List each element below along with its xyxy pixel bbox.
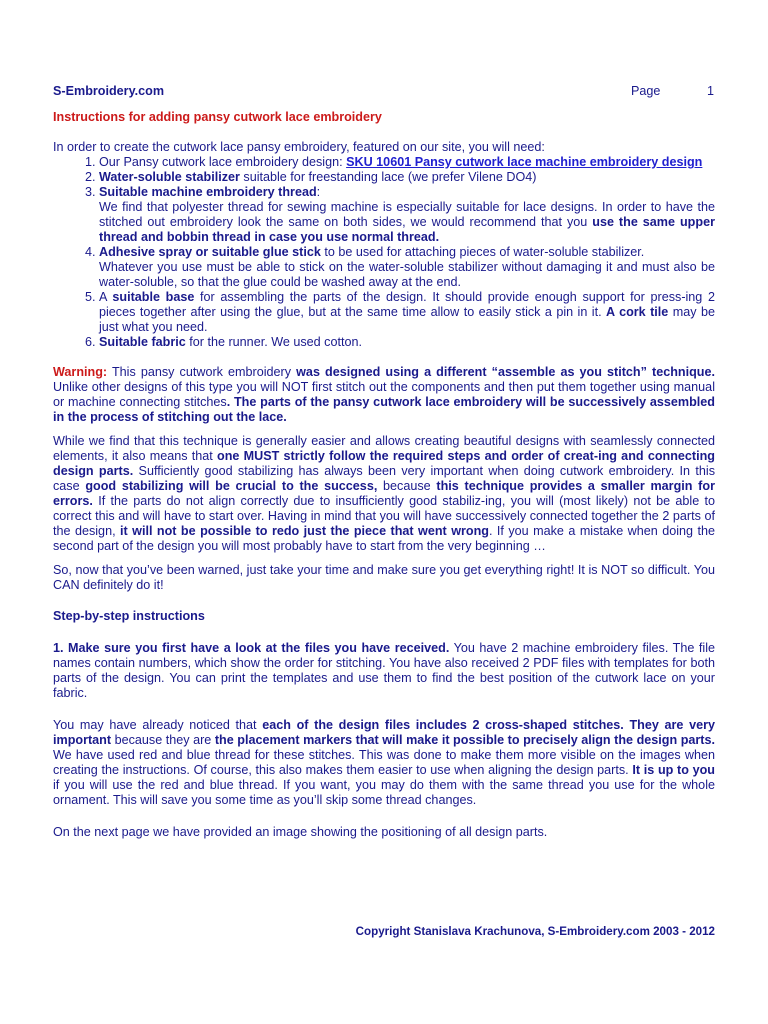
item-bold: Suitable machine embroidery thread <box>99 185 317 199</box>
product-link[interactable]: SKU 10601 Pansy cutwork lace machine embroidery design <box>346 155 703 169</box>
text: if you will use the red and blue thread. If you want, you may do them with the same thread you use for the whole ornament. This will save you some time as you’ll skip some thread changes. <box>53 778 715 807</box>
technique-paragraph <box>53 434 715 554</box>
item-bold: suitable base <box>112 290 195 304</box>
text: While we find that this technique is generally easier and allows creating beautiful designs with seamlessly connected elements, it also means that <box>53 434 715 463</box>
page-header <box>53 84 715 100</box>
text: If the parts do not align correctly due to insufficiently good stabiliz-ing, you will (most likely) not be able to correct this and will have to start over. Having in mind that you will have successively connected together the 2 parts of the design, <box>53 494 715 538</box>
intro-text: In order to create the cutwork lace pansy embroidery, featured on our site, you will need: <box>53 140 545 154</box>
steps-heading <box>53 609 715 624</box>
list-item <box>99 335 715 350</box>
item-bold: use the same upper thread and bobbin thread in case you use normal thread. <box>99 215 715 244</box>
bold-text: . The parts of the pansy cutwork lace embroidery will be successively assembled in the process of stitching out the lace. <box>53 395 715 424</box>
step-1-paragraph <box>53 641 715 701</box>
text: . If you make a mistake when doing the second part of the design you will most probably have to start from the very beginning … <box>53 524 715 553</box>
item-bold: A cork tile <box>606 305 669 319</box>
item-text: A <box>99 290 113 304</box>
text: You have 2 machine embroidery files. The file names contain numbers, which show the order for stitching. You have also received 2 PDF files with templates for both parts of the design. You can print the templates and use them to find the best position of the cutwork lace on your fabric. <box>53 641 715 700</box>
item-text: for the runner. We used cotton. <box>185 335 362 349</box>
text: because <box>377 479 437 493</box>
text: We have used red and blue thread for these stitches. This was done to make them more visible on the images when creating the instructions. Of course, this also makes them easier to use when aligning the design parts. <box>53 748 715 777</box>
document-body <box>53 140 715 840</box>
heading-text: Step-by-step instructions <box>53 609 205 623</box>
list-item <box>99 185 715 245</box>
bold-text: it will not be possible to redo just the piece that went wrong <box>120 524 489 538</box>
warning-label: Warning: <box>53 365 108 379</box>
markers-paragraph <box>53 718 715 808</box>
list-item <box>99 155 715 170</box>
item-text: We find that polyester thread for sewing machine is especially suitable for lace designs. In order to have the stitched out embroidery look the same on both sides, we would recommend that you <box>99 200 715 229</box>
page-label: Page <box>631 84 661 98</box>
bold-text: one MUST strictly follow the required steps and order of creat-ing and connecting design parts. <box>53 449 715 478</box>
page-number: 1 <box>707 84 715 98</box>
bold-text: good stabilizing will be crucial to the success, <box>85 479 378 493</box>
copyright-footer: Copyright Stanislava Krachunova, S-Embroidery.com 2003 - 2012 <box>355 925 715 938</box>
site-name: S-Embroidery.com <box>53 84 165 98</box>
list-item <box>99 170 715 185</box>
requirements-list <box>53 155 715 350</box>
bold-text: 1. Make sure you first have a look at the files you have received. <box>53 641 450 655</box>
item-text: : <box>316 185 321 199</box>
item-text: may be just what you need. <box>99 305 715 334</box>
bold-text: this technique provides a smaller margin for errors. <box>53 479 715 508</box>
item-text: to be used for attaching pieces of water-soluble stabilizer. <box>320 245 645 259</box>
bold-text: It is up to you <box>632 763 715 777</box>
item-bold: Water-soluble stabilizer <box>99 170 240 184</box>
encouragement-paragraph: So, now that you’ve been warned, just take your time and make sure you get everything right! It is NOT so difficult. You CAN definitely do it! <box>53 563 715 592</box>
item-text: for assembling the parts of the design. It should provide enough support for press-ing 2 pieces together after using the glue, but at the same time allow to easily stick a pin in it. <box>99 290 715 319</box>
text: You may have already noticed that <box>53 718 263 732</box>
text: because they are <box>111 733 215 747</box>
next-page-paragraph: On the next page we have provided an image showing the positioning of all design parts. <box>53 825 548 839</box>
item-text: suitable for freestanding lace (we prefer Vilene DO4) <box>239 170 537 184</box>
item-text: Whatever you use must be able to stick on the water-soluble stabilizer without damaging it and must also be water-soluble, so that the glue could be washed away at the end. <box>99 260 715 289</box>
text: Sufficiently good stabilizing has always been very important when doing cutwork embroidery. In this case <box>53 464 715 493</box>
warning-paragraph <box>53 365 715 425</box>
document-title: Instructions for adding pansy cutwork lace embroidery <box>53 110 382 124</box>
item-text: Our Pansy cutwork lace embroidery design: <box>99 155 347 169</box>
bold-text: was designed using a different “assemble as you stitch” technique. <box>296 365 715 379</box>
list-item <box>99 290 715 335</box>
item-bold: Suitable fabric <box>99 335 186 349</box>
text: This pansy cutwork embroidery <box>107 365 297 379</box>
item-bold: Adhesive spray or suitable glue stick <box>99 245 321 259</box>
list-item <box>99 245 715 290</box>
bold-text: each of the design files includes 2 cross-shaped stitches. They are very important <box>53 718 715 747</box>
bold-text: the placement markers that will make it possible to precisely align the design parts. <box>214 733 715 747</box>
text: Unlike other designs of this type you will NOT first stitch out the components and then put them together using manual or machine connecting stitches <box>53 380 715 409</box>
